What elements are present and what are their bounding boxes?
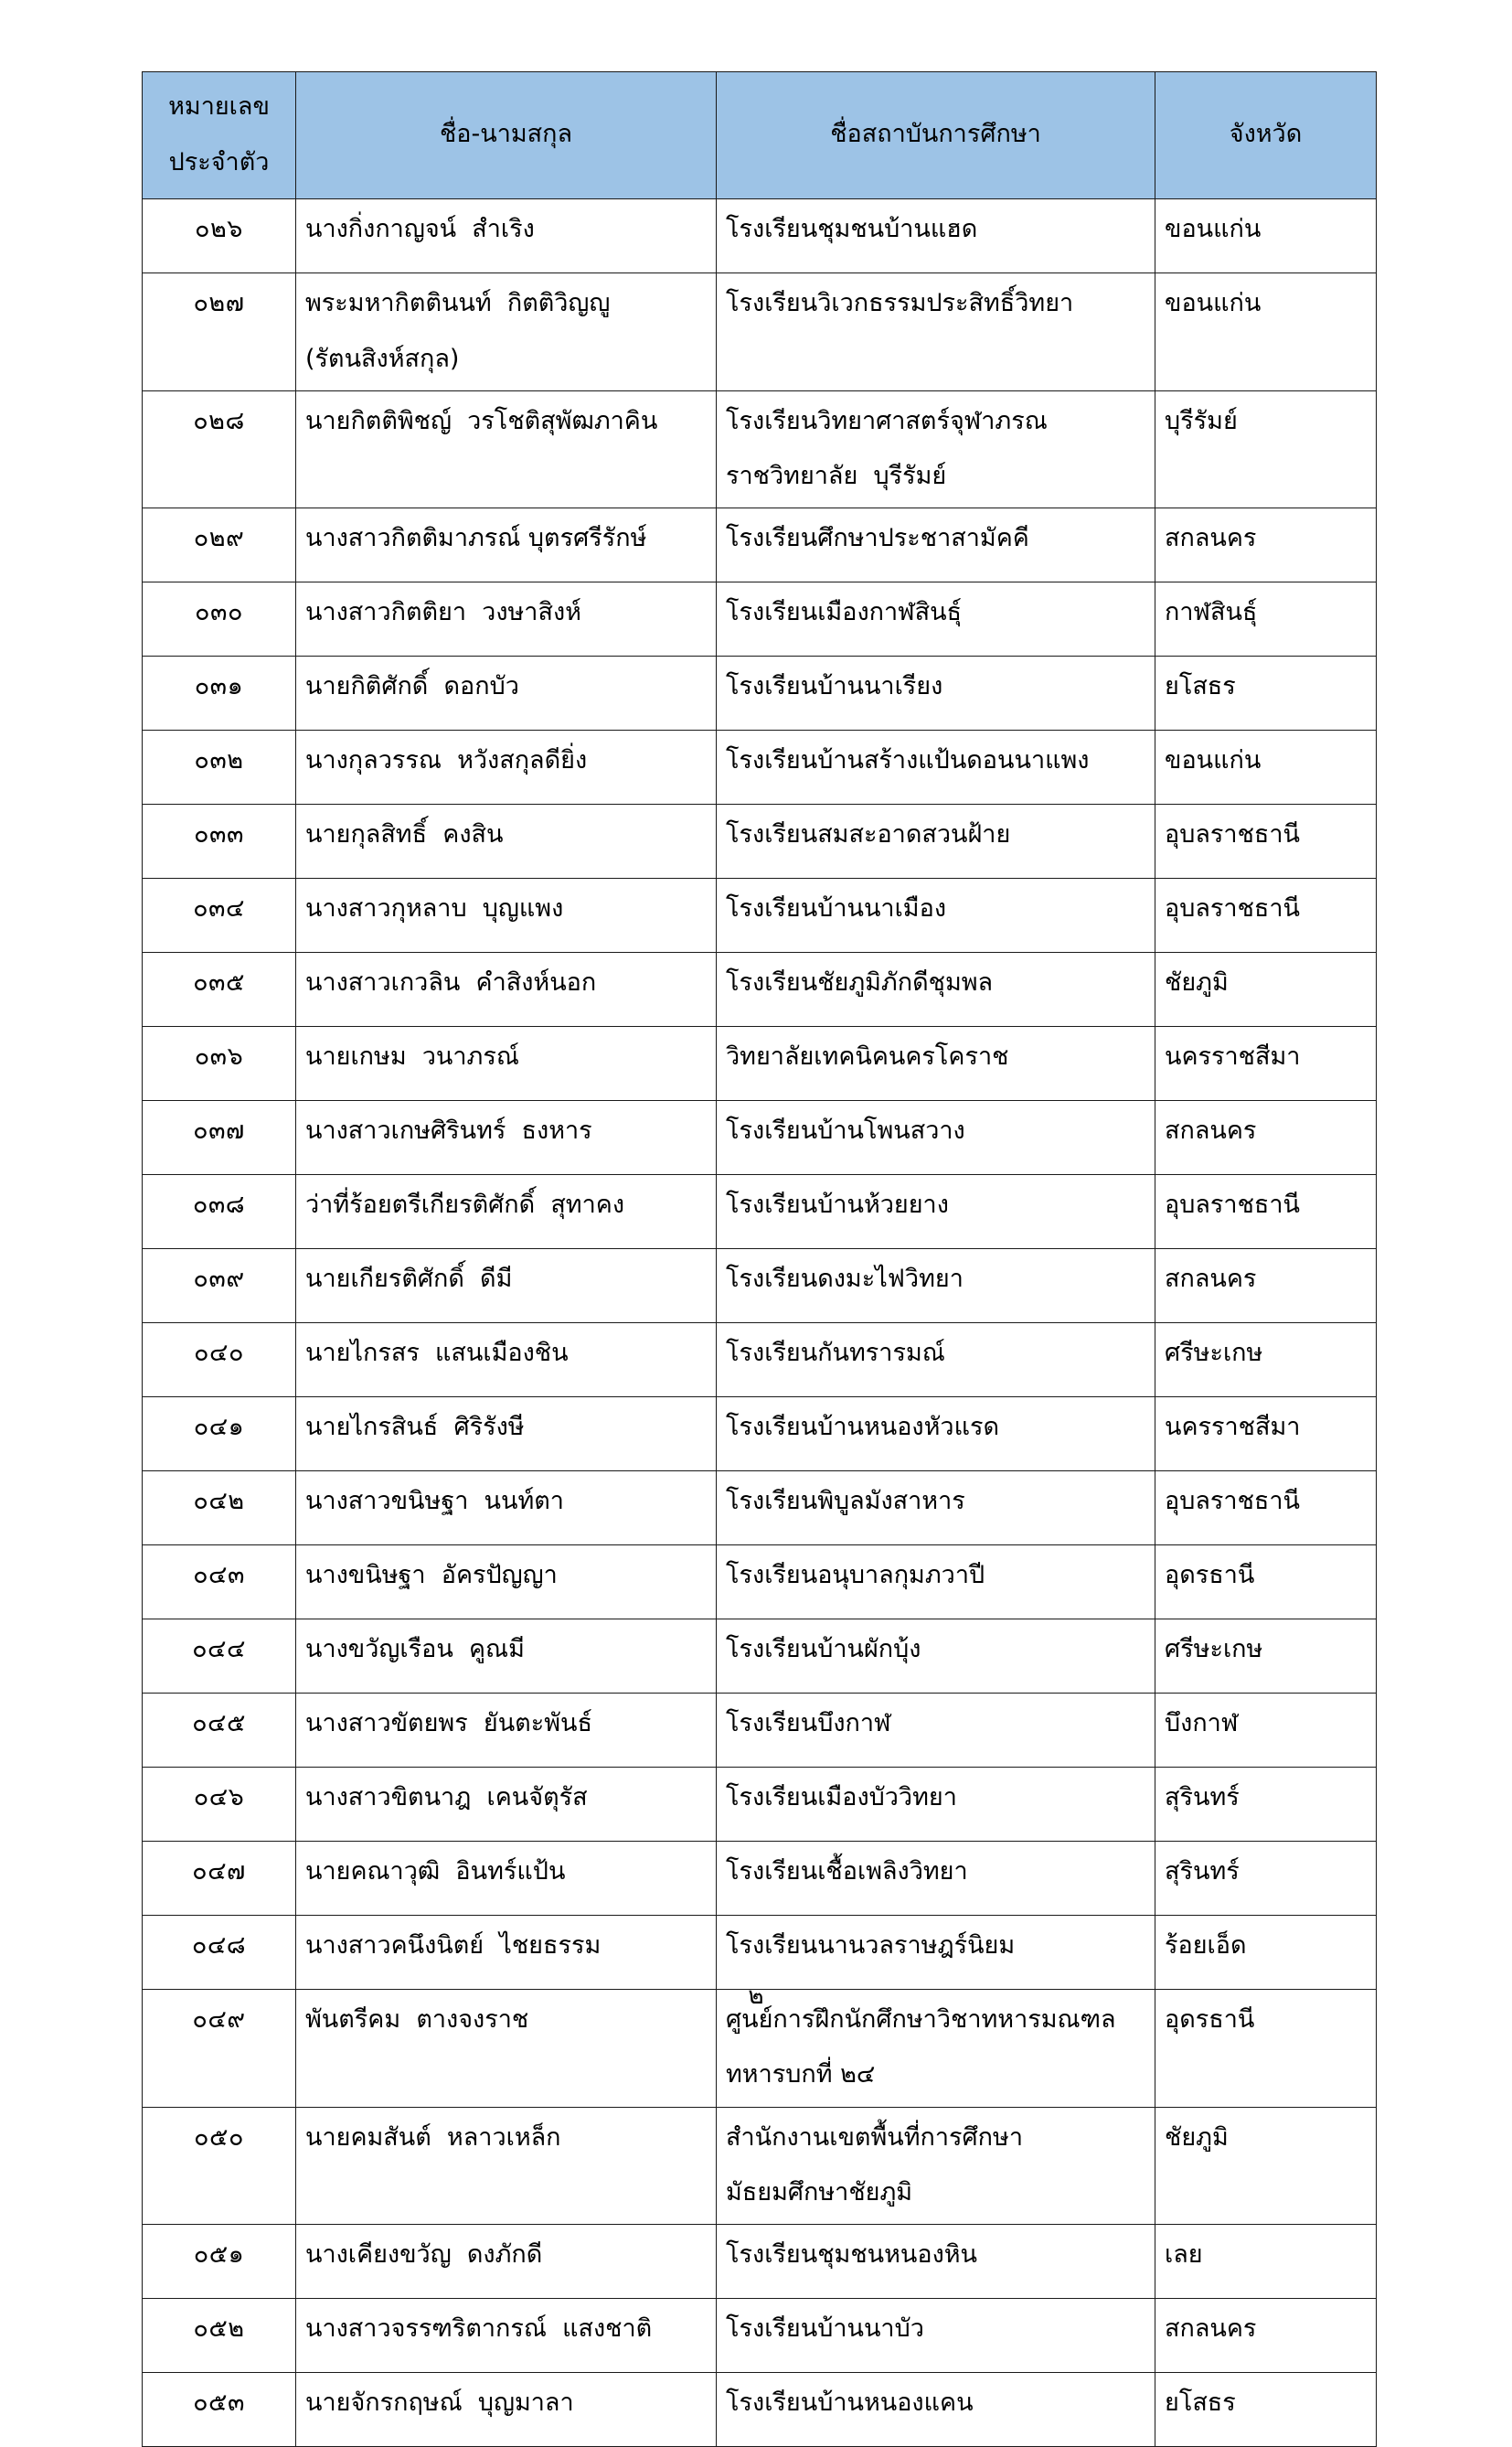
cell-institute-line: โรงเรียนศึกษาประชาสามัคคี bbox=[726, 524, 1029, 553]
cell-name-line: นางขวัญเรือน คูณมี bbox=[305, 1635, 525, 1664]
cell-id: ๐๓๔ bbox=[143, 879, 296, 953]
table-row bbox=[143, 1101, 1377, 1175]
column-header-id-line1: หมายเลข bbox=[168, 92, 270, 121]
cell-province bbox=[1155, 1175, 1377, 1249]
cell-institute-line: โรงเรียนเมืองบัววิทยา bbox=[726, 1783, 957, 1812]
cell-name bbox=[296, 1545, 717, 1619]
column-header-institute-label: ชื่อสถาบันการศึกษา bbox=[830, 120, 1041, 149]
cell-id: ๐๔๙ bbox=[143, 1990, 296, 2107]
cell-name-line: นายกิติศักดิ์ ดอกบัว bbox=[305, 672, 519, 701]
cell-id: ๐๕๑ bbox=[143, 2224, 296, 2298]
cell-name-line: พันตรีคม ตางจงราช bbox=[305, 2005, 529, 2035]
table-row bbox=[143, 390, 1377, 508]
column-header-name bbox=[296, 72, 717, 199]
cell-name bbox=[296, 1101, 717, 1175]
table-row bbox=[143, 2372, 1377, 2446]
cell-institute bbox=[717, 1323, 1155, 1397]
cell-institute-line: โรงเรียนเมืองกาฬสินธุ์ bbox=[726, 598, 963, 627]
cell-name-line: นางสาวกุหลาบ บุญแพง bbox=[305, 894, 564, 924]
cell-province-line: อุบลราชธานี bbox=[1165, 894, 1300, 924]
cell-institute-line: โรงเรียนบึงกาฬ bbox=[726, 1709, 891, 1738]
cell-name-line: นายคณาวุฒิ อินทร์แป้น bbox=[305, 1857, 566, 1886]
cell-institute bbox=[717, 657, 1155, 731]
cell-province bbox=[1155, 1694, 1377, 1768]
cell-name bbox=[296, 390, 717, 508]
cell-name-line: นางสาวเกวลิน คำสิงห์นอก bbox=[305, 968, 597, 998]
cell-name bbox=[296, 2107, 717, 2224]
cell-name bbox=[296, 1471, 717, 1545]
cell-province-line: ยโสธร bbox=[1165, 672, 1236, 701]
table-row bbox=[143, 805, 1377, 879]
cell-province-line: บุรีรัมย์ bbox=[1165, 406, 1238, 435]
cell-name bbox=[296, 1027, 717, 1101]
cell-institute-line: สำนักงานเขตพื้นที่การศึกษา bbox=[726, 2122, 1023, 2152]
cell-id: ๐๕๒ bbox=[143, 2298, 296, 2372]
cell-province-line: สุรินทร์ bbox=[1165, 1857, 1240, 1886]
cell-institute bbox=[717, 1619, 1155, 1694]
cell-id: ๐๓๓ bbox=[143, 805, 296, 879]
cell-province-line: ขอนแก่น bbox=[1165, 746, 1262, 775]
cell-province bbox=[1155, 582, 1377, 657]
cell-province bbox=[1155, 1397, 1377, 1471]
cell-name bbox=[296, 1323, 717, 1397]
table-row bbox=[143, 1323, 1377, 1397]
cell-name bbox=[296, 582, 717, 657]
cell-id: ๐๕๐ bbox=[143, 2107, 296, 2224]
table-row bbox=[143, 1619, 1377, 1694]
cell-name-line: นางเคียงขวัญ ดงภักดี bbox=[305, 2239, 543, 2269]
cell-institute-line: โรงเรียนบ้านสร้างแป้นดอนนาแพง bbox=[726, 746, 1090, 775]
cell-institute-line: โรงเรียนชุมชนบ้านแฮด bbox=[726, 215, 978, 244]
cell-institute bbox=[717, 2298, 1155, 2372]
cell-name bbox=[296, 1249, 717, 1323]
cell-institute bbox=[717, 1027, 1155, 1101]
cell-name-line: นางสาวจรรฑริตากรณ์ แสงชาติ bbox=[305, 2313, 653, 2343]
column-header-province bbox=[1155, 72, 1377, 199]
cell-province-line: สกลนคร bbox=[1165, 1117, 1257, 1146]
cell-name bbox=[296, 199, 717, 273]
cell-province bbox=[1155, 953, 1377, 1027]
cell-name bbox=[296, 731, 717, 805]
cell-institute bbox=[717, 1768, 1155, 1842]
cell-province-line: ศรีษะเกษ bbox=[1165, 1339, 1263, 1368]
cell-province-line: นครราชสีมา bbox=[1165, 1042, 1301, 1072]
table-row bbox=[143, 508, 1377, 582]
cell-province-line: อุบลราชธานี bbox=[1165, 820, 1300, 850]
cell-id: ๐๔๕ bbox=[143, 1694, 296, 1768]
cell-institute bbox=[717, 390, 1155, 508]
cell-province bbox=[1155, 2224, 1377, 2298]
cell-institute-line: โรงเรียนบ้านนาบัว bbox=[726, 2313, 924, 2343]
cell-name bbox=[296, 1916, 717, 1990]
cell-institute bbox=[717, 1545, 1155, 1619]
cell-institute-line: โรงเรียนวิเวกธรรมประสิทธิ์วิทยา bbox=[726, 289, 1074, 318]
table-row bbox=[143, 2298, 1377, 2372]
cell-name bbox=[296, 1175, 717, 1249]
cell-name-line: นางสาวกิตติยา วงษาสิงห์ bbox=[305, 598, 581, 627]
cell-name-line: นายเกษม วนาภรณ์ bbox=[305, 1042, 519, 1072]
cell-institute-line: โรงเรียนบ้านนาเมือง bbox=[726, 894, 946, 924]
cell-institute bbox=[717, 1916, 1155, 1990]
cell-name bbox=[296, 953, 717, 1027]
column-header-id-line2: ประจำตัว bbox=[168, 147, 270, 176]
cell-province bbox=[1155, 731, 1377, 805]
table-row bbox=[143, 1916, 1377, 1990]
table-row bbox=[143, 1175, 1377, 1249]
column-header-province-label: จังหวัด bbox=[1229, 120, 1303, 149]
cell-institute-line: โรงเรียนบ้านหนองแคน bbox=[726, 2388, 974, 2417]
cell-institute bbox=[717, 879, 1155, 953]
cell-province bbox=[1155, 2298, 1377, 2372]
cell-name-line: นางสาวคนึงนิตย์ ไชยธรรม bbox=[305, 1931, 602, 1961]
cell-province bbox=[1155, 1768, 1377, 1842]
cell-name bbox=[296, 2372, 717, 2446]
cell-name-line: (รัตนสิงห์สกุล) bbox=[305, 344, 460, 373]
cell-name bbox=[296, 2298, 717, 2372]
cell-name-line: พระมหากิตตินนท์ กิตติวิญญู bbox=[305, 289, 611, 318]
cell-institute bbox=[717, 1249, 1155, 1323]
cell-institute-line: ทหารบกที่ ๒๔ bbox=[726, 2060, 876, 2089]
cell-institute bbox=[717, 273, 1155, 390]
cell-institute bbox=[717, 508, 1155, 582]
column-header-id bbox=[143, 72, 296, 199]
cell-id: ๐๓๕ bbox=[143, 953, 296, 1027]
cell-institute-line: วิทยาลัยเทคนิคนครโคราช bbox=[726, 1042, 1009, 1072]
cell-id: ๐๔๔ bbox=[143, 1619, 296, 1694]
cell-name-line: นางขนิษฐา อัครปัญญา bbox=[305, 1561, 558, 1590]
cell-province bbox=[1155, 199, 1377, 273]
cell-province-line: ชัยภูมิ bbox=[1165, 968, 1229, 998]
table-row bbox=[143, 1397, 1377, 1471]
table-row bbox=[143, 273, 1377, 390]
cell-id: ๐๓๖ bbox=[143, 1027, 296, 1101]
table-row bbox=[143, 1545, 1377, 1619]
cell-name bbox=[296, 2224, 717, 2298]
cell-institute bbox=[717, 1471, 1155, 1545]
cell-province bbox=[1155, 1619, 1377, 1694]
cell-province-line: ขอนแก่น bbox=[1165, 215, 1262, 244]
cell-id: ๐๔๗ bbox=[143, 1842, 296, 1916]
cell-id: ๐๓๙ bbox=[143, 1249, 296, 1323]
cell-id: ๐๓๐ bbox=[143, 582, 296, 657]
table-row bbox=[143, 1694, 1377, 1768]
cell-institute bbox=[717, 731, 1155, 805]
cell-institute-line: โรงเรียนวิทยาศาสตร์จุฬาภรณ bbox=[726, 406, 1048, 435]
cell-name-line: นางกุลวรรณ หวังสกุลดียิ่ง bbox=[305, 746, 588, 775]
cell-institute-line: โรงเรียนสมสะอาดสวนฝ้าย bbox=[726, 820, 1011, 850]
cell-province-line: เลย bbox=[1165, 2239, 1203, 2269]
table-row bbox=[143, 1842, 1377, 1916]
cell-institute-line: โรงเรียนอนุบาลกุมภวาปี bbox=[726, 1561, 985, 1590]
cell-id: ๐๕๓ bbox=[143, 2372, 296, 2446]
cell-province-line: อุดรธานี bbox=[1165, 1561, 1255, 1590]
cell-institute-line: โรงเรียนเชื้อเพลิงวิทยา bbox=[726, 1857, 968, 1886]
table-row bbox=[143, 199, 1377, 273]
roster-table bbox=[142, 71, 1377, 2447]
cell-name bbox=[296, 657, 717, 731]
cell-id: ๐๓๗ bbox=[143, 1101, 296, 1175]
cell-province-line: ยโสธร bbox=[1165, 2388, 1236, 2417]
cell-province bbox=[1155, 657, 1377, 731]
cell-name bbox=[296, 1619, 717, 1694]
cell-province-line: นครราชสีมา bbox=[1165, 1413, 1301, 1442]
table-row bbox=[143, 1027, 1377, 1101]
cell-name-line: นายไกรสร แสนเมืองชิน bbox=[305, 1339, 569, 1368]
cell-institute-line: โรงเรียนบ้านหนองหัวแรด bbox=[726, 1413, 1000, 1442]
cell-name-line: นายกิตติพิชญ์ วรโชติสุพัฒภาคิน bbox=[305, 406, 658, 435]
cell-province-line: ชัยภูมิ bbox=[1165, 2122, 1229, 2152]
cell-institute-line: โรงเรียนกันทรารมณ์ bbox=[726, 1339, 945, 1368]
cell-id: ๐๓๑ bbox=[143, 657, 296, 731]
cell-province bbox=[1155, 1323, 1377, 1397]
cell-id: ๐๓๒ bbox=[143, 731, 296, 805]
cell-name bbox=[296, 1397, 717, 1471]
cell-province bbox=[1155, 1249, 1377, 1323]
cell-id: ๐๒๖ bbox=[143, 199, 296, 273]
cell-institute bbox=[717, 953, 1155, 1027]
cell-institute bbox=[717, 2372, 1155, 2446]
cell-id: ๐๔๑ bbox=[143, 1397, 296, 1471]
cell-province bbox=[1155, 2372, 1377, 2446]
table-row bbox=[143, 879, 1377, 953]
cell-name-line: นายเกียรติศักดิ์ ดีมี bbox=[305, 1265, 513, 1294]
cell-id: ๐๒๙ bbox=[143, 508, 296, 582]
cell-province bbox=[1155, 1101, 1377, 1175]
cell-institute-line: โรงเรียนบ้านโพนสวาง bbox=[726, 1117, 965, 1146]
cell-institute-line: โรงเรียนชุมชนหนองหิน bbox=[726, 2239, 978, 2269]
cell-institute bbox=[717, 1175, 1155, 1249]
cell-id: ๐๒๗ bbox=[143, 273, 296, 390]
cell-name bbox=[296, 805, 717, 879]
table-row bbox=[143, 657, 1377, 731]
table-row bbox=[143, 582, 1377, 657]
table-row bbox=[143, 1768, 1377, 1842]
cell-province-line: ศรีษะเกษ bbox=[1165, 1635, 1263, 1664]
cell-name-line: นายคมสันต์ หลาวเหล็ก bbox=[305, 2122, 561, 2152]
cell-id: ๐๔๓ bbox=[143, 1545, 296, 1619]
cell-institute-line: ราชวิทยาลัย บุรีรัมย์ bbox=[726, 462, 947, 491]
cell-province bbox=[1155, 805, 1377, 879]
cell-province-line: อุบลราชธานี bbox=[1165, 1191, 1300, 1220]
table-header-row bbox=[143, 72, 1377, 199]
table-row bbox=[143, 2107, 1377, 2224]
cell-name-line: นายไกรสินธ์ ศิริรังษี bbox=[305, 1413, 525, 1442]
cell-institute bbox=[717, 2107, 1155, 2224]
cell-name bbox=[296, 1842, 717, 1916]
cell-province bbox=[1155, 1842, 1377, 1916]
cell-name bbox=[296, 1694, 717, 1768]
cell-province bbox=[1155, 1916, 1377, 1990]
table-row bbox=[143, 731, 1377, 805]
cell-name-line: นางสาวกิตติมาภรณ์ บุตรศรีรักษ์ bbox=[305, 524, 647, 553]
cell-institute bbox=[717, 582, 1155, 657]
cell-province-line: อุบลราชธานี bbox=[1165, 1487, 1300, 1516]
table-row bbox=[143, 953, 1377, 1027]
cell-province-line: สกลนคร bbox=[1165, 1265, 1257, 1294]
cell-institute-line: โรงเรียนดงมะไฟวิทยา bbox=[726, 1265, 964, 1294]
page-number: ๒ bbox=[748, 1982, 764, 2010]
cell-id: ๐๔๒ bbox=[143, 1471, 296, 1545]
cell-id: ๐๒๘ bbox=[143, 390, 296, 508]
cell-id: ๐๔๖ bbox=[143, 1768, 296, 1842]
cell-province-line: อุดรธานี bbox=[1165, 2005, 1255, 2035]
cell-institute bbox=[717, 199, 1155, 273]
cell-id: ๐๓๘ bbox=[143, 1175, 296, 1249]
cell-institute-line: โรงเรียนบ้านผักบุ้ง bbox=[726, 1635, 921, 1664]
cell-province bbox=[1155, 273, 1377, 390]
cell-province bbox=[1155, 2107, 1377, 2224]
cell-province-line: สกลนคร bbox=[1165, 2313, 1257, 2343]
cell-name bbox=[296, 273, 717, 390]
cell-name-line: นายกุลสิทธิ์ คงสิน bbox=[305, 820, 504, 850]
cell-institute bbox=[717, 1842, 1155, 1916]
cell-institute-line: โรงเรียนบ้านห้วยยาง bbox=[726, 1191, 949, 1220]
cell-province bbox=[1155, 390, 1377, 508]
cell-name-line: นางสาวขัตยพร ยันตะพันธ์ bbox=[305, 1709, 592, 1738]
cell-name bbox=[296, 1768, 717, 1842]
cell-name-line: นางกิ่งกาญจน์ สำเริง bbox=[305, 215, 535, 244]
cell-institute-line: โรงเรียนชัยภูมิภักดีชุมพล bbox=[726, 968, 994, 998]
column-header-institute bbox=[717, 72, 1155, 199]
cell-name-line: นายจักรกฤษณ์ บุญมาลา bbox=[305, 2388, 574, 2417]
cell-institute-line: โรงเรียนพิบูลมังสาหาร bbox=[726, 1487, 965, 1516]
cell-province-line: บึงกาฬ bbox=[1165, 1709, 1239, 1738]
cell-province-line: ร้อยเอ็ด bbox=[1165, 1931, 1247, 1961]
cell-province bbox=[1155, 1545, 1377, 1619]
cell-institute-line: โรงเรียนบ้านนาเรียง bbox=[726, 672, 943, 701]
cell-name-line: นางสาวขนิษฐา นนท์ตา bbox=[305, 1487, 564, 1516]
cell-province-line: ขอนแก่น bbox=[1165, 289, 1262, 318]
cell-name bbox=[296, 508, 717, 582]
cell-name bbox=[296, 879, 717, 953]
cell-province-line: กาฬสินธุ์ bbox=[1165, 598, 1258, 627]
cell-institute bbox=[717, 1101, 1155, 1175]
table-header bbox=[143, 72, 1377, 199]
cell-id: ๐๔๐ bbox=[143, 1323, 296, 1397]
cell-name-line: นางสาวเกษศิรินทร์ ธงหาร bbox=[305, 1117, 592, 1146]
cell-institute-line: มัธยมศึกษาชัยภูมิ bbox=[726, 2177, 913, 2207]
column-header-name-label: ชื่อ-นามสกุล bbox=[439, 120, 573, 149]
table-row bbox=[143, 1471, 1377, 1545]
cell-name-line: ว่าที่ร้อยตรีเกียรติศักดิ์ สุทาคง bbox=[305, 1191, 624, 1220]
cell-province-line: สกลนคร bbox=[1165, 524, 1257, 553]
table-body bbox=[143, 199, 1377, 2447]
cell-institute bbox=[717, 2224, 1155, 2298]
cell-institute bbox=[717, 1694, 1155, 1768]
cell-province bbox=[1155, 508, 1377, 582]
cell-province-line: สุรินทร์ bbox=[1165, 1783, 1240, 1812]
cell-name-line: นางสาวขิตนาฎ เคนจัตุรัส bbox=[305, 1783, 588, 1812]
cell-id: ๐๔๘ bbox=[143, 1916, 296, 1990]
cell-province bbox=[1155, 1027, 1377, 1101]
cell-province bbox=[1155, 879, 1377, 953]
cell-province bbox=[1155, 1471, 1377, 1545]
cell-institute-line: ศูนย์การฝึกนักศึกษาวิชาทหารมณฑล bbox=[726, 2005, 1116, 2035]
cell-institute-line: โรงเรียนนานวลราษฎร์นิยม bbox=[726, 1931, 1016, 1961]
cell-institute bbox=[717, 805, 1155, 879]
cell-institute bbox=[717, 1397, 1155, 1471]
table-row bbox=[143, 2224, 1377, 2298]
table-row bbox=[143, 1249, 1377, 1323]
